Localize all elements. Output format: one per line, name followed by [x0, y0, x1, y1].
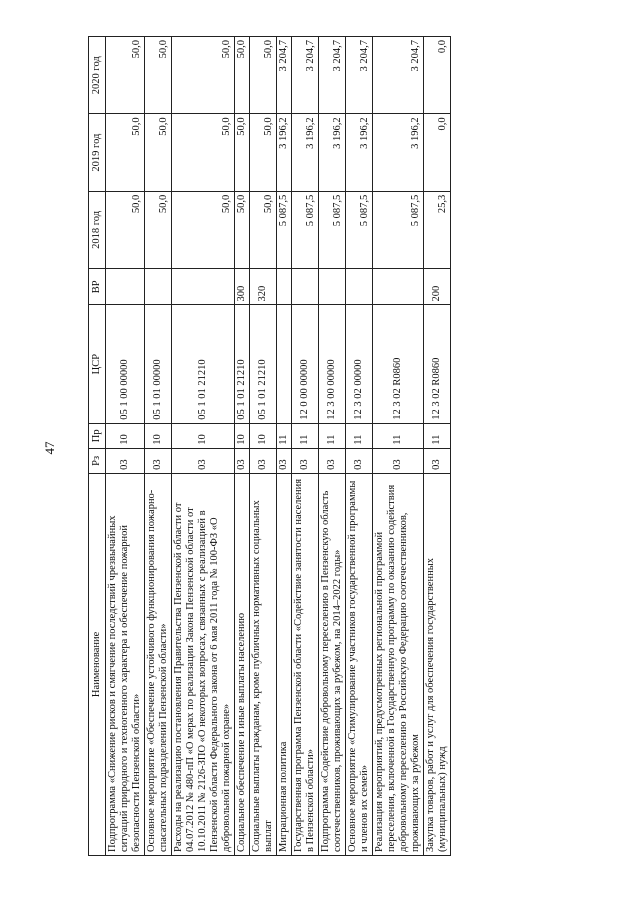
- cell-name: Подпрограмма «Снижение рисков и смягчение последствий чрезвычайных ситуаций природного и техногенного характера и обеспечение пожарной безопасности Пензенской области»: [106, 473, 145, 855]
- cell-2018: 50,0: [250, 191, 277, 268]
- table-row: [106, 37, 145, 856]
- cell-pr: 11: [424, 423, 451, 448]
- cell-2018: 25,3: [424, 191, 451, 268]
- cell-name: Закупка товаров, работ и услуг для обеспечения государственных (муниципальных) нужд: [424, 473, 451, 855]
- cell-2018: 50,0: [106, 191, 145, 268]
- cell-pr: 10: [106, 423, 145, 448]
- cell-2019: 50,0: [172, 114, 235, 191]
- cell-2018: 5 087,5: [292, 191, 319, 268]
- cell-rz: 03: [250, 448, 277, 473]
- cell-2019: 3 196,2: [292, 114, 319, 191]
- cell-2019: 3 196,2: [373, 114, 424, 191]
- cell-2020: 3 204,7: [319, 37, 346, 114]
- header-vr: ВР: [89, 269, 106, 305]
- cell-2018: 5 087,5: [373, 191, 424, 268]
- cell-2019: 50,0: [145, 114, 172, 191]
- cell-name: Подпрограмма «Содействие добровольному переселению в Пензенскую область соотечественников, проживающих за рубежом, на 2014–2022 годы»: [319, 473, 346, 855]
- cell-pr: 11: [373, 423, 424, 448]
- cell-csr: 05 1 00 00000: [106, 305, 145, 423]
- header-2020: 2020 год: [89, 37, 106, 114]
- cell-2019: 50,0: [250, 114, 277, 191]
- cell-2018: 50,0: [172, 191, 235, 268]
- cell-csr: 12 3 02 R0860: [373, 305, 424, 423]
- cell-name: Основное мероприятие «Стимулирование участников государственной программы и членов их семей»: [346, 473, 373, 855]
- cell-2019: 50,0: [235, 114, 250, 191]
- header-pr: Пр: [89, 423, 106, 448]
- cell-vr: [292, 269, 319, 305]
- cell-2019: 3 196,2: [277, 114, 292, 191]
- cell-csr: [277, 305, 292, 423]
- cell-csr: 12 3 00 00000: [319, 305, 346, 423]
- cell-name: Миграционная политика: [277, 473, 292, 855]
- cell-rz: 03: [424, 448, 451, 473]
- cell-vr: [145, 269, 172, 305]
- cell-rz: 03: [145, 448, 172, 473]
- cell-pr: 10: [145, 423, 172, 448]
- header-rz: Рз: [89, 448, 106, 473]
- table-row: [424, 37, 451, 856]
- cell-2018: 5 087,5: [277, 191, 292, 268]
- cell-vr: [172, 269, 235, 305]
- cell-name: Реализация мероприятий, предусмотренных региональной программой переселения, включенной в Государственную программу по оказанию содействия добровольному переселению в Российскую Федерацию соотечественников, проживающих за рубежом: [373, 473, 424, 855]
- header-csr: ЦСР: [89, 305, 106, 423]
- cell-csr: 05 1 01 21210: [235, 305, 250, 423]
- cell-vr: [106, 269, 145, 305]
- cell-rz: 03: [106, 448, 145, 473]
- table-row: [319, 37, 346, 856]
- table-row: [277, 37, 292, 856]
- table-row: [145, 37, 172, 856]
- table-row: [346, 37, 373, 856]
- cell-2020: 3 204,7: [292, 37, 319, 114]
- cell-name: Государственная программа Пензенской области «Содействие занятости населения в Пензенской области»: [292, 473, 319, 855]
- cell-rz: 03: [346, 448, 373, 473]
- rotated-table-wrapper: [88, 36, 550, 856]
- cell-2020: 50,0: [250, 37, 277, 114]
- budget-table: [88, 36, 451, 856]
- cell-pr: 10: [235, 423, 250, 448]
- cell-name: Расходы на реализацию постановления Правительства Пензенской области от 04.07.2012 № 480-пП «О мерах по реализации Закона Пензенской области от 10.10.2011 № 2126-ЗПО «О некоторых вопросах, связанных с реализацией в Пензенской области Федерального закона от 6 мая 2011 года № 100-ФЗ «О добровольной пожарной охране»: [172, 473, 235, 855]
- cell-2020: 3 204,7: [346, 37, 373, 114]
- cell-vr: [373, 269, 424, 305]
- cell-rz: 03: [373, 448, 424, 473]
- cell-csr: 12 0 00 00000: [292, 305, 319, 423]
- page-number: 47: [42, 441, 57, 455]
- cell-rz: 03: [277, 448, 292, 473]
- cell-2020: 50,0: [235, 37, 250, 114]
- cell-name: Социальное обеспечение и иные выплаты населению: [235, 473, 250, 855]
- cell-vr: 200: [424, 269, 451, 305]
- cell-rz: 03: [319, 448, 346, 473]
- cell-name: Основное мероприятие «Обеспечение устойчивого функционирования пожарно-спасательных подразделений Пензенской области»: [145, 473, 172, 855]
- cell-2019: 0,0: [424, 114, 451, 191]
- cell-pr: 11: [292, 423, 319, 448]
- table-row: [373, 37, 424, 856]
- cell-2020: 3 204,7: [277, 37, 292, 114]
- header-2019: 2019 год: [89, 114, 106, 191]
- cell-2018: 50,0: [235, 191, 250, 268]
- cell-csr: 05 1 01 21210: [172, 305, 235, 423]
- cell-2020: 50,0: [172, 37, 235, 114]
- header-2018: 2018 год: [89, 191, 106, 268]
- cell-rz: 03: [292, 448, 319, 473]
- cell-2018: 5 087,5: [346, 191, 373, 268]
- header-name: Наименование: [89, 473, 106, 855]
- cell-2020: 50,0: [106, 37, 145, 114]
- cell-2020: 3 204,7: [373, 37, 424, 114]
- cell-2018: 5 087,5: [319, 191, 346, 268]
- cell-pr: 10: [250, 423, 277, 448]
- cell-2020: 50,0: [145, 37, 172, 114]
- cell-2019: 3 196,2: [319, 114, 346, 191]
- cell-vr: [277, 269, 292, 305]
- cell-pr: 11: [319, 423, 346, 448]
- cell-vr: [346, 269, 373, 305]
- cell-name: Социальные выплаты гражданам, кроме публичных нормативных социальных выплат: [250, 473, 277, 855]
- cell-vr: 320: [250, 269, 277, 305]
- cell-csr: 12 3 02 00000: [346, 305, 373, 423]
- cell-2018: 50,0: [145, 191, 172, 268]
- table-row: [172, 37, 235, 856]
- cell-csr: 05 1 01 00000: [145, 305, 172, 423]
- cell-2019: 3 196,2: [346, 114, 373, 191]
- cell-2019: 50,0: [106, 114, 145, 191]
- cell-csr: 05 1 01 21210: [250, 305, 277, 423]
- cell-pr: 11: [346, 423, 373, 448]
- cell-vr: [319, 269, 346, 305]
- cell-rz: 03: [172, 448, 235, 473]
- cell-pr: 10: [172, 423, 235, 448]
- cell-2020: 0,0: [424, 37, 451, 114]
- cell-rz: 03: [235, 448, 250, 473]
- cell-vr: 300: [235, 269, 250, 305]
- cell-pr: 11: [277, 423, 292, 448]
- table-row: [292, 37, 319, 856]
- cell-csr: 12 3 02 R0860: [424, 305, 451, 423]
- table-row: [235, 37, 250, 856]
- table-row: [250, 37, 277, 856]
- table-header-row: [89, 37, 106, 856]
- table-body: [106, 37, 451, 856]
